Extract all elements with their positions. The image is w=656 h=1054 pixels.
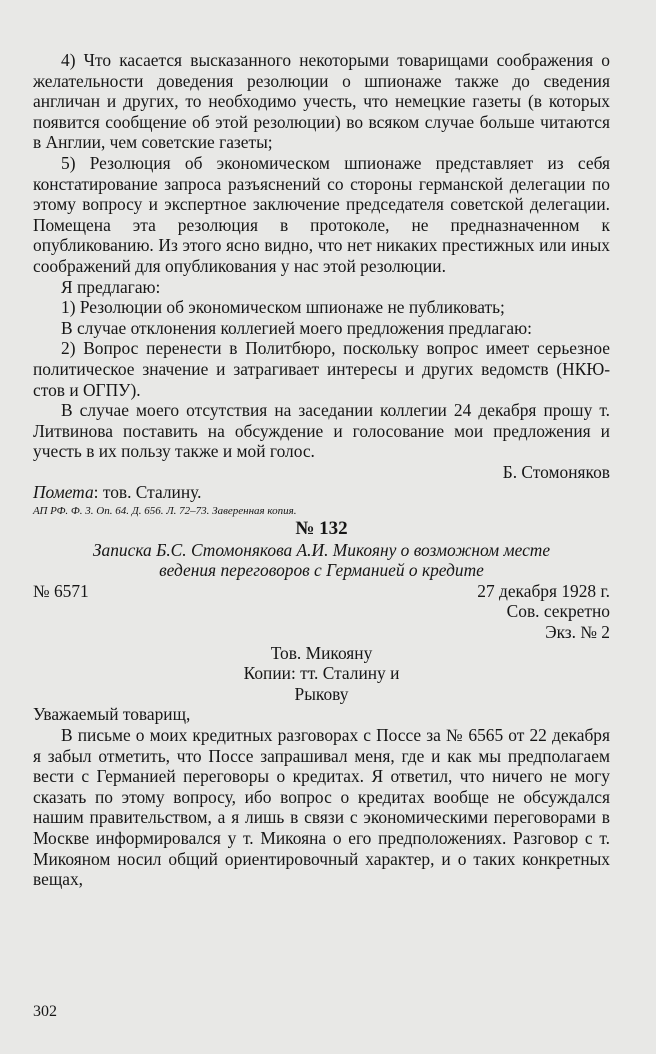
- proposal-intro: Я предлагаю:: [61, 276, 161, 297]
- document-title-line-1: Записка Б.С. Стомонякова А.И. Микояну о возможном месте: [92, 539, 551, 560]
- document-number: № 132: [295, 518, 348, 540]
- document-title-line-2: ведения переговоров с Германией о кредите: [159, 560, 484, 581]
- outgoing-number: № 6571: [33, 580, 89, 601]
- secrecy-stamp: Сов. секретно: [506, 601, 610, 622]
- copy-number: Экз. № 2: [545, 622, 610, 643]
- addressee: Тов. Микояну: [270, 642, 373, 663]
- archive-reference: АП РФ. Ф. 3. Оп. 64. Д. 656. Л. 72–73. Заверенная копия.: [33, 505, 297, 518]
- document-date: 27 декабря 1928 г.: [477, 580, 610, 601]
- paragraph-point-5: 5) Резолюция об экономическом шпионаже представляет из себя констатирование запроса разъяснений со стороны германской делегации по этому вопросу и экспертное заключение председателя советской делегации. Помещена эта резолюция в протоколе, не предназначенном к опубликованию. Из этого ясно видно, что нет никаких престижных или иных соображений для опубликования у нас этой резолюции.: [33, 152, 610, 276]
- pometa-text: : тов. Сталину.: [93, 482, 202, 503]
- copies-line-2: Рыкову: [294, 683, 349, 704]
- letter-body: В письме о моих кредитных разговорах с Поссе за № 6565 от 22 декабря я забыл отметить, что Поссе запрашивал меня, где и как мы предполагаем вести с Германией переговоры о кредитах. Я ответил, что ничего не могу сказать по этому вопросу, ибо вопрос о кредитах вообще не обсуждался нашим правительством, а я лишь в связи с экономическими переговорами в Москве информировался у т. Микояна о его предположениях. Разговор с т. Микояном носил общий ориентировочный характер, и о таких конкретных вещах,: [33, 725, 610, 890]
- paragraph-point-4: 4) Что касается высказанного некоторыми товарищами соображения о желательности доведения резолюции о шпионаже также до сведения англичан и других, то необходимо учесть, что немецкие газеты (в которых появится сообщение об этой резолюции) во всяком случае больше читаются в Англии, чем советские газеты;: [33, 50, 610, 153]
- page-number: 302: [33, 1003, 57, 1020]
- proposal-1: 1) Резолюции об экономическом шпионаже не публиковать;: [61, 297, 505, 318]
- salutation: Уважаемый товарищ,: [33, 704, 191, 725]
- page-text: [33, 50, 610, 890]
- rejection-clause: В случае отклонения коллегией моего предложения предлагаю:: [61, 317, 532, 338]
- signature: Б. Стомоняков: [502, 461, 610, 482]
- copies-line-1: Копии: тт. Сталину и: [243, 663, 400, 684]
- pometa-line: [33, 482, 610, 503]
- number-date-row: [33, 581, 610, 602]
- proposal-2: 2) Вопрос перенести в Политбюро, поскольку вопрос имеет серьезное политическое значение и затрагивает интересы и других ведомств (НКЮ-стов и ОГПУ).: [33, 338, 610, 400]
- pometa-label: Помета: [33, 482, 94, 503]
- absence-paragraph: В случае моего отсутствия на заседании коллегии 24 декабря прошу т. Литвинова поставить на обсуждение и голосование мои предложения и учесть в их пользу также и мой голос.: [33, 400, 610, 462]
